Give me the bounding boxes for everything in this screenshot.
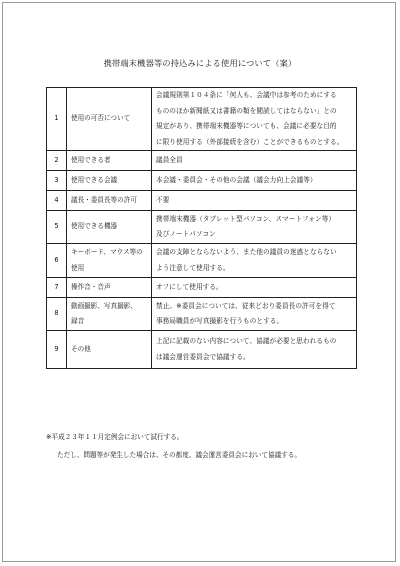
row-description	[152, 88, 357, 151]
row-description-line: 禁止。※委員会については、従来どおり委員長の許可を得て	[156, 301, 336, 310]
row-item-line: 使用できる会議	[71, 175, 118, 184]
table-row	[47, 151, 357, 171]
row-description	[152, 244, 357, 278]
row-description-line: 事務局職員が写真撮影を行うものとする。	[156, 317, 284, 325]
row-item-line: 議長・委員長等の許可	[71, 195, 137, 204]
row-item	[67, 244, 152, 278]
row-item-line: 使用できる者	[71, 155, 111, 164]
row-description	[152, 211, 357, 244]
row-description	[152, 171, 357, 191]
table-row	[47, 88, 357, 151]
row-item-line: 使用の可否について	[71, 114, 131, 123]
row-item-line: 使用	[71, 263, 85, 272]
row-description-line: オフにして使用する。	[156, 282, 223, 291]
row-item-line: 動画撮影、写真撮影、	[71, 301, 137, 310]
row-description	[152, 331, 357, 369]
row-description-line: 本会議・委員会・その他の会議（議会力向上会議等）	[156, 175, 317, 184]
row-item	[67, 191, 152, 211]
row-description	[152, 191, 357, 211]
row-description-line: 及びノートパソコン	[156, 230, 216, 238]
row-description-line: 議員全員	[156, 155, 183, 164]
row-item	[67, 171, 152, 191]
row-number: 8	[47, 298, 67, 331]
row-item	[67, 151, 152, 171]
table-row	[47, 191, 357, 211]
row-description-line: よう注意して使用する。	[156, 263, 230, 272]
row-description-line: 会議規則第１０４条に「何人も、会議中は参考のためにする	[156, 91, 337, 99]
row-description-line: に限り使用する（外部接続を含む）ことができるものとする。	[156, 137, 344, 146]
row-item	[67, 88, 152, 151]
table-row	[47, 171, 357, 191]
row-number: 1	[47, 88, 67, 151]
row-item-line: その他	[71, 344, 91, 353]
row-number: 3	[47, 171, 67, 191]
footnote-consultation: ただし、問題等が発生した場合は、その都度、議会運営委員会において協議する。	[57, 451, 301, 459]
row-description-line: 規定があり、携帯端末機器等についても、会議に必要な目的	[156, 122, 337, 130]
row-description-line: 携帯端末機器（タブレット型パソコン、スマートフォン等）	[156, 214, 336, 223]
row-item-line: キーボード、マウス等の	[71, 248, 143, 256]
row-number: 7	[47, 278, 67, 298]
row-description-line: 上記に記載のない内容について、協議が必要と思われるもの	[156, 337, 337, 345]
row-description-line: 不要	[156, 195, 170, 204]
rules-table	[46, 87, 357, 369]
footnote-trial: ※平成２３年１１月定例会において試行する。	[46, 433, 184, 441]
row-description-line: は議会運営委員会で協議する。	[156, 352, 250, 361]
table-row	[47, 331, 357, 369]
row-description	[152, 151, 357, 171]
row-number: 4	[47, 191, 67, 211]
row-number: 6	[47, 244, 67, 278]
rules-table-body	[47, 88, 357, 369]
row-description-line: もののほか新聞紙又は書籍の類を閲読してはならない」との	[156, 106, 337, 115]
row-number: 5	[47, 211, 67, 244]
row-item-line: 操作音・音声	[71, 282, 111, 291]
table-row	[47, 278, 357, 298]
row-number: 2	[47, 151, 67, 171]
row-item	[67, 211, 152, 244]
row-item	[67, 331, 152, 369]
row-item	[67, 298, 152, 331]
document-title: 携帯端末機器等の持込みによる使用について（案）	[103, 58, 297, 68]
row-number: 9	[47, 331, 67, 369]
table-row	[47, 298, 357, 331]
row-item-line: 録音	[71, 317, 85, 325]
row-description-line: 会議の支障とならないよう、また他の議員の迷惑とならない	[156, 248, 337, 256]
row-description	[152, 298, 357, 331]
row-item	[67, 278, 152, 298]
row-item-line: 使用できる機器	[71, 222, 118, 231]
table-row	[47, 244, 357, 278]
row-description	[152, 278, 357, 298]
table-row	[47, 211, 357, 244]
